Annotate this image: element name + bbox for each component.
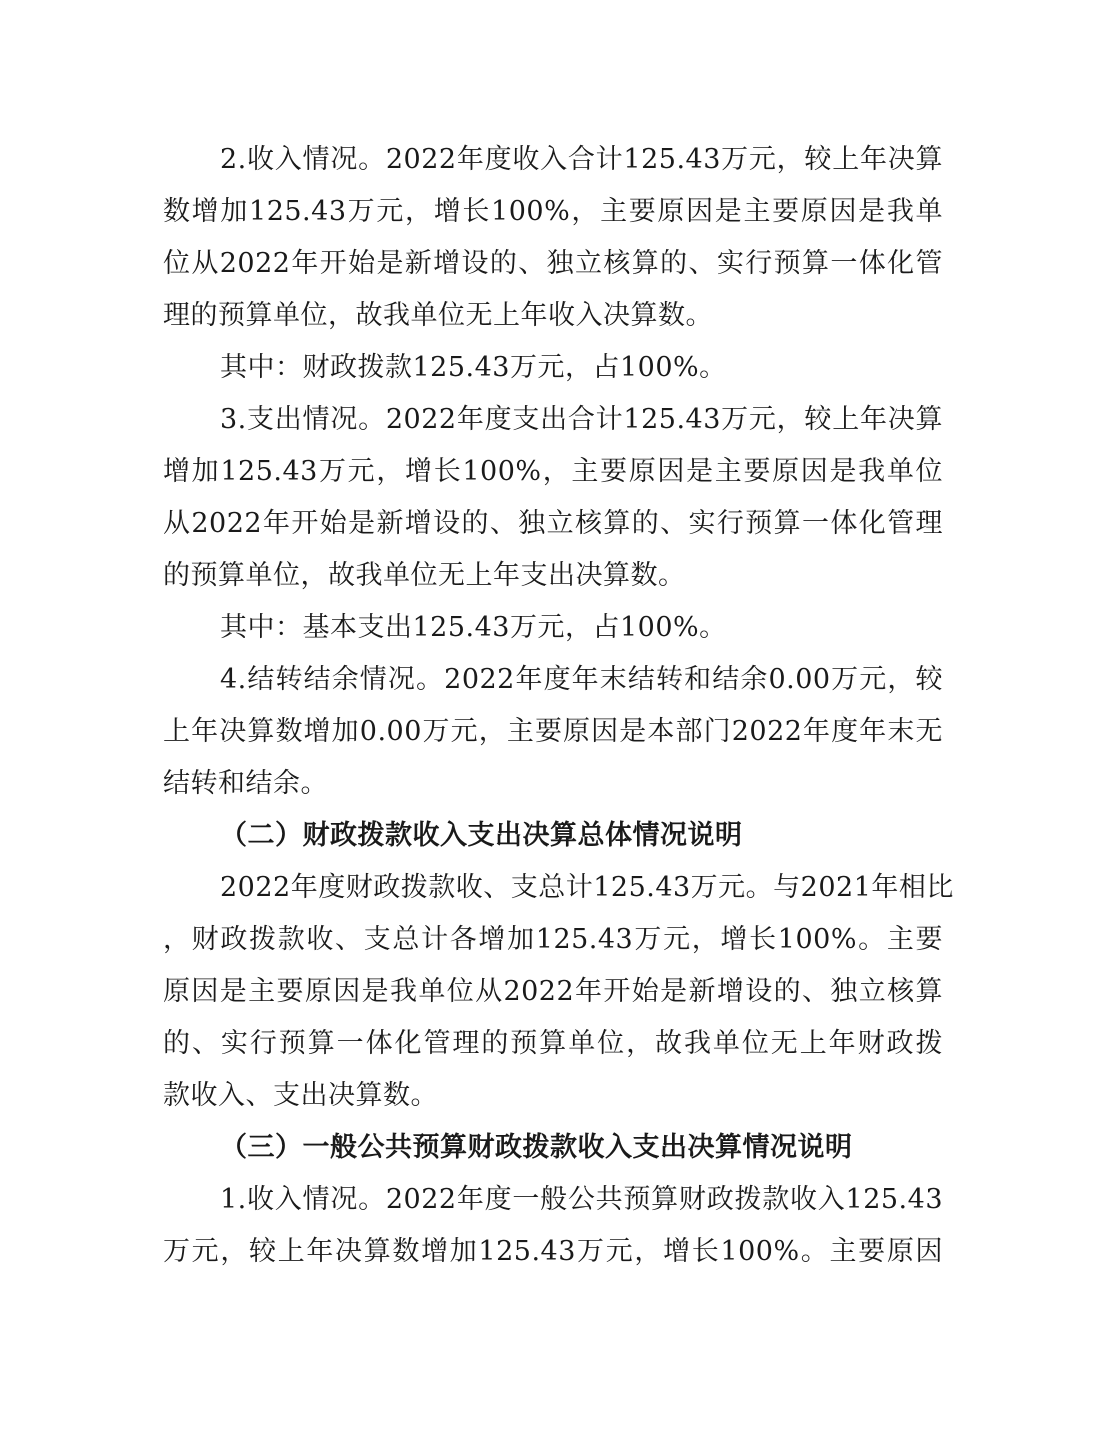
paragraph-line: 1.收入情况。2022年度一般公共预算财政拨款收入125.43 <box>220 1184 943 1215</box>
paragraph-line: 2022年度财政拨款收、支总计125.43万元。与2021年相比 <box>220 872 954 903</box>
paragraph-line: 其中：财政拨款125.43万元，占100%。 <box>220 352 727 383</box>
section-heading: （二）财政拨款收入支出决算总体情况说明 <box>220 820 743 851</box>
section-heading: （三）一般公共预算财政拨款收入支出决算情况说明 <box>220 1132 853 1163</box>
paragraph-line: 万元，较上年决算数增加125.43万元，增长100%。主要原因 <box>163 1236 943 1267</box>
paragraph-line: 理的预算单位，故我单位无上年收入决算数。 <box>163 300 713 331</box>
paragraph-line: 4.结转结余情况。2022年度年末结转和结余0.00万元，较 <box>220 664 943 695</box>
paragraph-line: 结转和结余。 <box>163 768 328 799</box>
paragraph-line: 其中：基本支出125.43万元，占100%。 <box>220 612 727 643</box>
paragraph-line: 原因是主要原因是我单位从2022年开始是新增设的、独立核算 <box>163 976 943 1007</box>
paragraph-line: 位从2022年开始是新增设的、独立核算的、实行预算一体化管 <box>163 248 943 279</box>
paragraph-line: 3.支出情况。2022年度支出合计125.43万元，较上年决算 <box>220 404 943 435</box>
paragraph-line: 从2022年开始是新增设的、独立核算的、实行预算一体化管理 <box>163 508 943 539</box>
paragraph-line: ，财政拨款收、支总计各增加125.43万元，增长100%。主要 <box>163 924 943 955</box>
paragraph-line: 上年决算数增加0.00万元，主要原因是本部门2022年度年末无 <box>163 716 943 747</box>
paragraph-line: 款收入、支出决算数。 <box>163 1080 438 1111</box>
paragraph-line: 增加125.43万元，增长100%，主要原因是主要原因是我单位 <box>163 456 943 487</box>
paragraph-line: 的、实行预算一体化管理的预算单位，故我单位无上年财政拨 <box>163 1028 943 1059</box>
paragraph-line: 数增加125.43万元，增长100%，主要原因是主要原因是我单 <box>163 196 943 227</box>
paragraph-line: 的预算单位，故我单位无上年支出决算数。 <box>163 560 686 591</box>
document-page <box>163 134 954 1278</box>
paragraph-line: 2.收入情况。2022年度收入合计125.43万元，较上年决算 <box>220 144 943 175</box>
